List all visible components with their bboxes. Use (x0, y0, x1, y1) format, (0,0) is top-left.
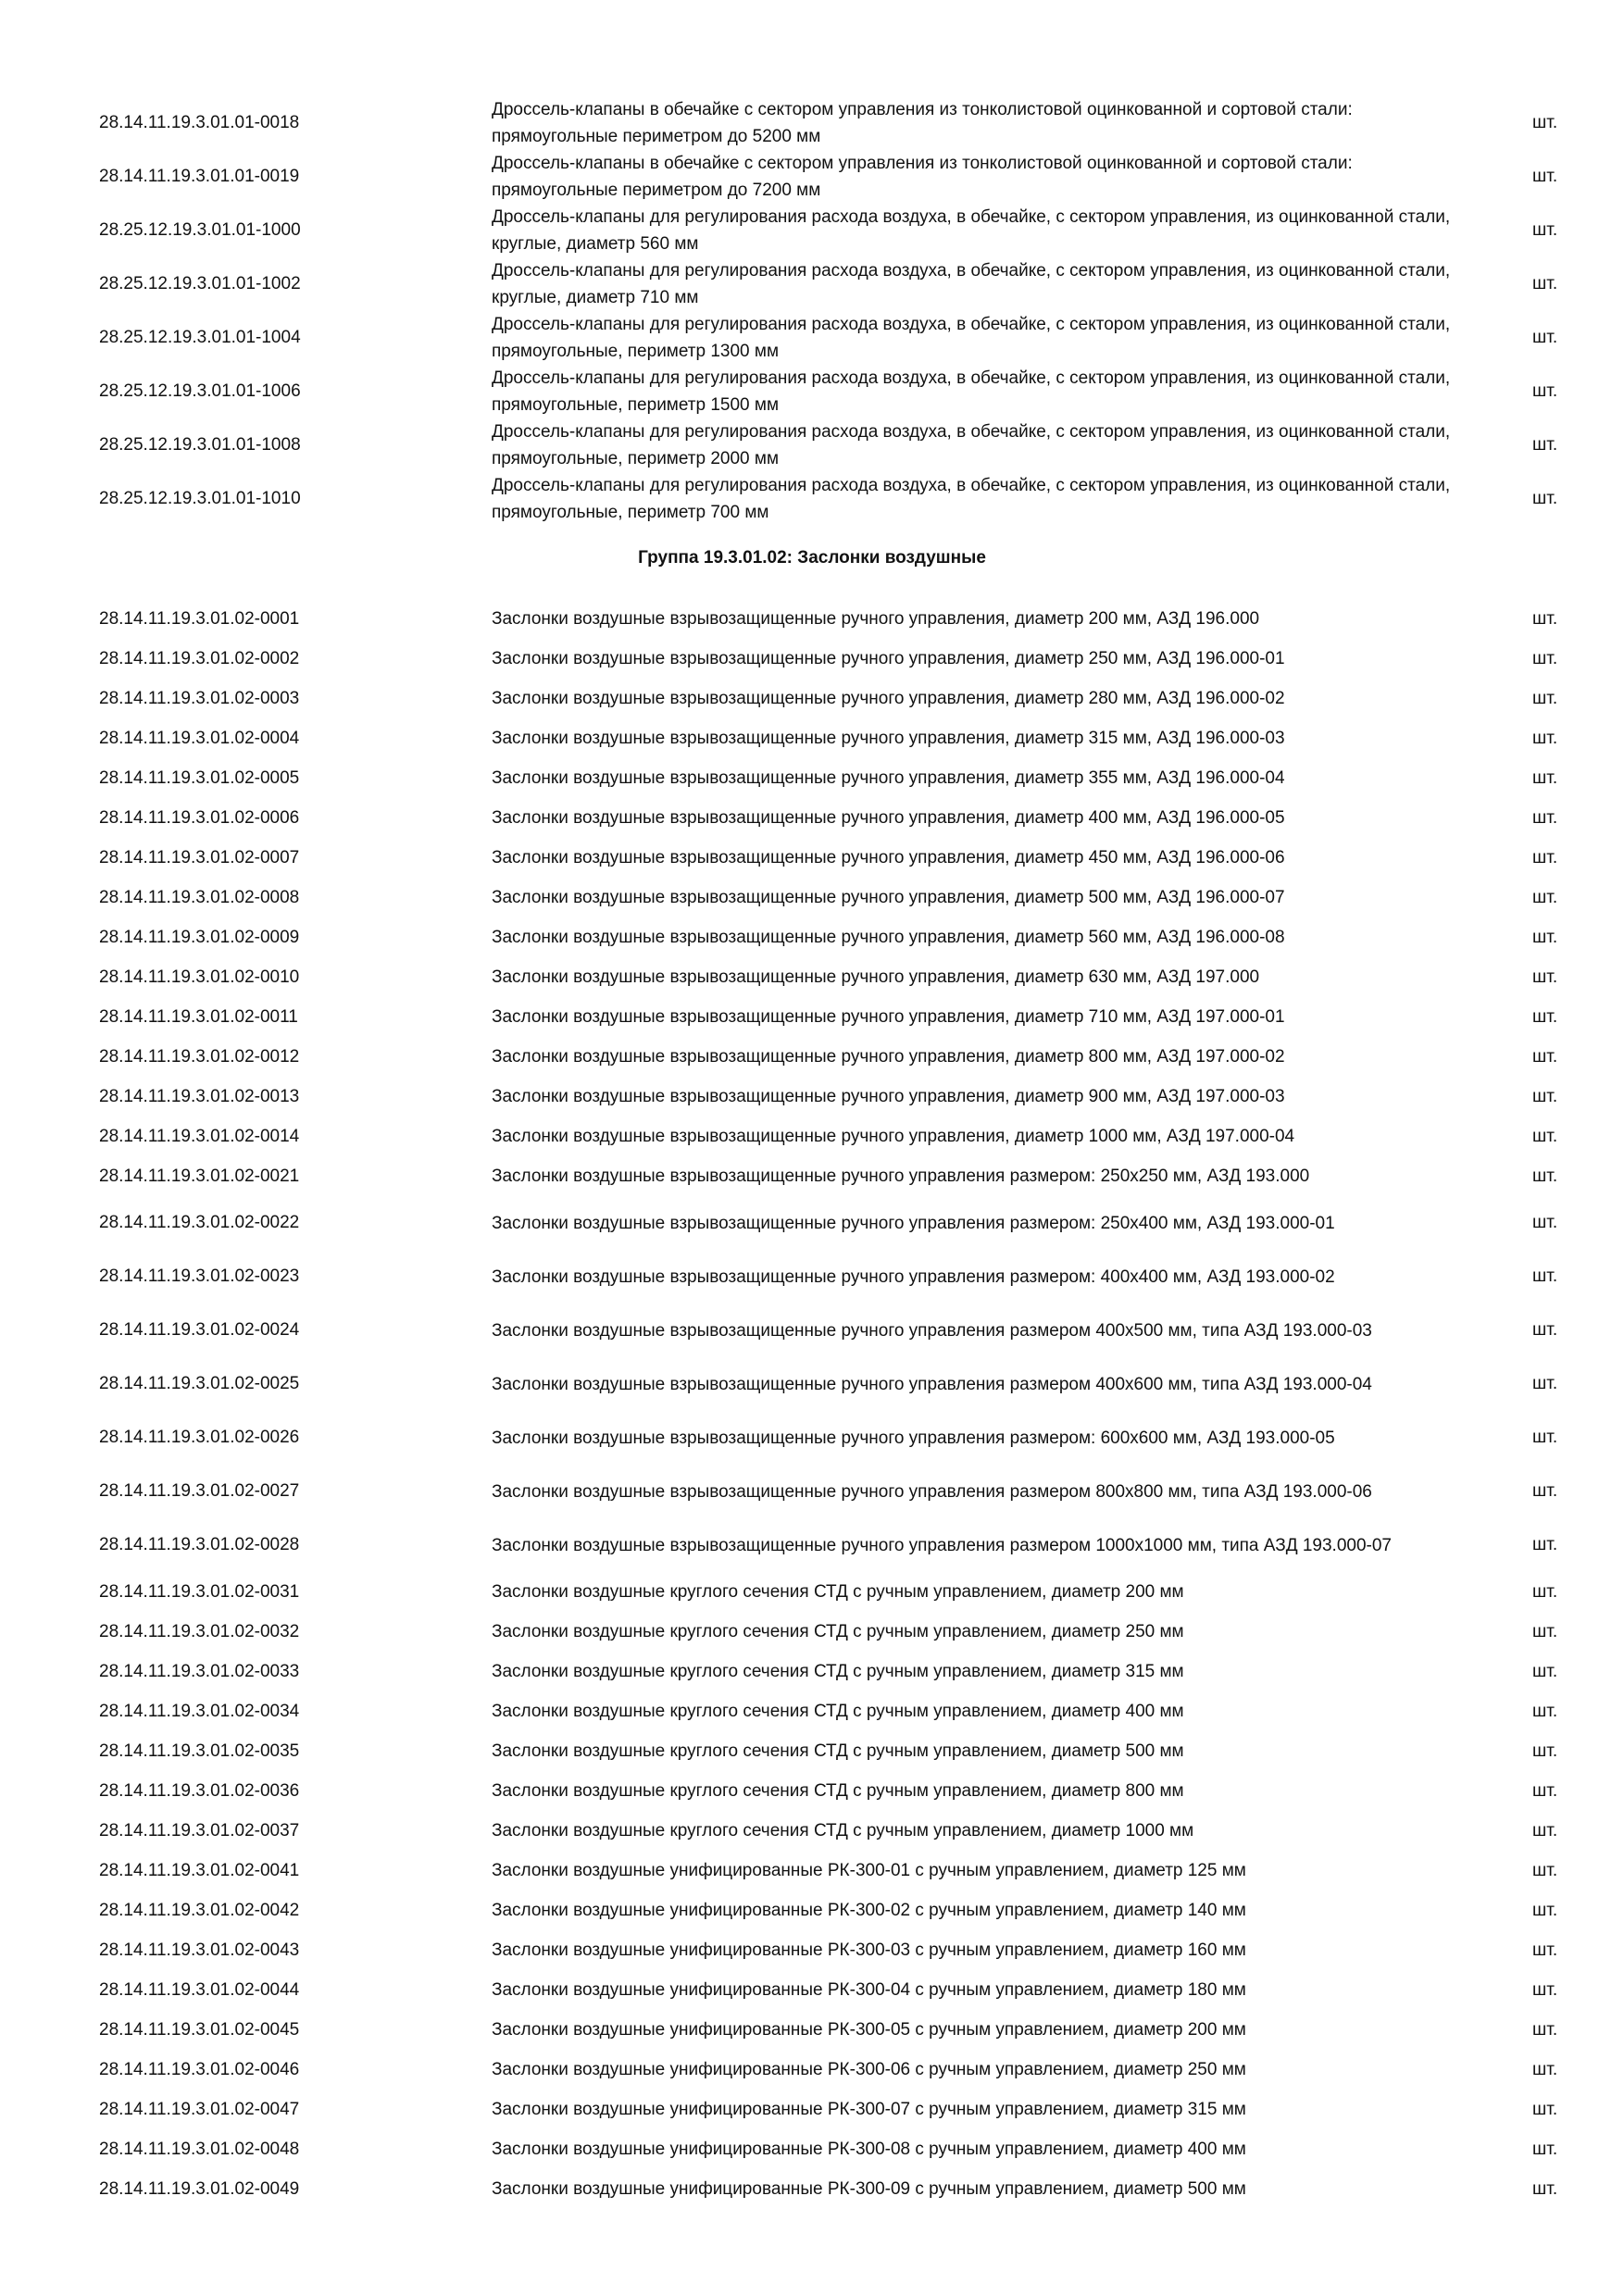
row-code: 28.14.11.19.3.01.02-0002 (99, 648, 300, 668)
row-code: 28.14.11.19.3.01.01-0019 (99, 167, 300, 186)
row-description: Дроссель-клапаны для регулирования расхода воздуха, в обечайке, с сектором управления, из оцинкованной стали, круглые, диаметр 560 мм (492, 207, 1451, 254)
row-description: Заслонки воздушные круглого сечения СТД с ручным управлением, диаметр 250 мм (492, 1622, 1184, 1641)
row-code: 28.14.11.19.3.01.02-0048 (99, 2139, 300, 2159)
row-code: 28.14.11.19.3.01.02-0008 (99, 887, 300, 907)
row-code: 28.25.12.19.3.01.01-1002 (99, 274, 301, 293)
row-unit: шт. (1532, 648, 1558, 668)
row-code: 28.14.11.19.3.01.02-0023 (99, 1267, 300, 1286)
row-code: 28.14.11.19.3.01.02-0026 (99, 1428, 300, 1447)
row-code: 28.14.11.19.3.01.02-0005 (99, 767, 300, 788)
row-unit: шт. (1532, 728, 1558, 748)
row-unit: шт. (1532, 1780, 1558, 1801)
row-code: 28.14.11.19.3.01.01-0018 (99, 113, 300, 132)
row-unit: шт. (1532, 1661, 1558, 1681)
table-row (0, 838, 1624, 878)
row-code: 28.14.11.19.3.01.02-0042 (99, 1900, 300, 1920)
row-description: Заслонки воздушные взрывозащищенные ручного управления, диаметр 630 мм, АЗД 197.000 (492, 967, 1260, 987)
row-description: Дроссель-клапаны в обечайке с сектором управления из тонколистовой оцинкованной и сортовой стали: прямоугольные периметром до 5200 мм (492, 100, 1353, 146)
row-description: Заслонки воздушные унифицированные РК-300-09 с ручным управлением, диаметр 500 мм (492, 2179, 1246, 2199)
row-unit: шт. (1532, 1581, 1558, 1602)
table-row (0, 2129, 1624, 2169)
group-title: Группа 19.3.01.02: Заслонки воздушные (638, 548, 986, 568)
row-unit: шт. (1532, 2099, 1558, 2119)
row-description: Заслонки воздушные унифицированные РК-300-05 с ручным управлением, диаметр 200 мм (492, 2020, 1246, 2040)
table-row (0, 878, 1624, 917)
row-description: Заслонки воздушные взрывозащищенные ручного управления, диаметр 500 мм, АЗД 196.000-07 (492, 888, 1285, 907)
table-row (0, 718, 1624, 758)
table-row (0, 997, 1624, 1037)
row-unit: шт. (1532, 1086, 1558, 1106)
row-code: 28.14.11.19.3.01.02-0045 (99, 2019, 300, 2040)
row-unit: шт. (1532, 1621, 1558, 1641)
row-description: Заслонки воздушные взрывозащищенные ручного управления размером: 400х400 мм, АЗД 193.000-02 (492, 1267, 1335, 1287)
table-row (0, 311, 1624, 365)
row-description: Заслонки воздушные взрывозащищенные ручного управления, диаметр 200 мм, АЗД 196.000 (492, 609, 1260, 629)
row-description: Заслонки воздушные взрывозащищенные ручного управления размером 800х800 мм, типа АЗД 193.000-06 (492, 1481, 1372, 1502)
table-row (0, 1930, 1624, 1970)
table-row (0, 957, 1624, 997)
row-unit: шт. (1532, 807, 1558, 828)
row-description: Дроссель-клапаны в обечайке с сектором управления из тонколистовой оцинкованной и сортовой стали: прямоугольные периметром до 7200 мм (492, 154, 1353, 200)
row-description: Заслонки воздушные взрывозащищенные ручного управления, диаметр 280 мм, АЗД 196.000-02 (492, 689, 1285, 708)
row-unit: шт. (1532, 1900, 1558, 1920)
table-row (0, 1691, 1624, 1731)
row-code: 28.14.11.19.3.01.02-0032 (99, 1621, 300, 1641)
table-row (0, 639, 1624, 679)
table-row (0, 1465, 1624, 1518)
table-row (0, 1612, 1624, 1652)
row-code: 28.14.11.19.3.01.02-0034 (99, 1701, 300, 1721)
table-row (0, 204, 1624, 257)
row-unit: шт. (1532, 1860, 1558, 1880)
row-description: Заслонки воздушные взрывозащищенные ручного управления, диаметр 900 мм, АЗД 197.000-03 (492, 1087, 1285, 1106)
table-row (0, 2010, 1624, 2050)
row-code: 28.14.11.19.3.01.02-0013 (99, 1086, 300, 1106)
row-description: Заслонки воздушные взрывозащищенные ручного управления, диаметр 400 мм, АЗД 196.000-05 (492, 808, 1285, 828)
row-code: 28.14.11.19.3.01.02-0031 (99, 1581, 300, 1602)
row-description: Заслонки воздушные унифицированные РК-300-04 с ручным управлением, диаметр 180 мм (492, 1980, 1246, 2000)
table-row (0, 2090, 1624, 2129)
row-unit: шт. (1532, 274, 1558, 293)
table-row (0, 418, 1624, 472)
row-description: Заслонки воздушные унифицированные РК-300-01 с ручным управлением, диаметр 125 мм (492, 1861, 1246, 1880)
row-unit: шт. (1532, 887, 1558, 907)
row-code: 28.14.11.19.3.01.02-0049 (99, 2178, 300, 2199)
row-unit: шт. (1532, 1267, 1558, 1286)
row-description: Заслонки воздушные взрывозащищенные ручного управления, диаметр 800 мм, АЗД 197.000-02 (492, 1047, 1285, 1067)
row-unit: шт. (1532, 381, 1558, 401)
row-description: Заслонки воздушные взрывозащищенные ручного управления размером 1000х1000 мм, типа АЗД 193.000-07 (492, 1535, 1392, 1555)
row-unit: шт. (1532, 2139, 1558, 2159)
table-row (0, 96, 1624, 150)
table-row (0, 599, 1624, 639)
row-description: Заслонки воздушные взрывозащищенные ручного управления, диаметр 560 мм, АЗД 196.000-08 (492, 928, 1285, 947)
table-row (0, 1196, 1624, 1250)
row-code: 28.14.11.19.3.01.02-0009 (99, 927, 300, 947)
row-code: 28.14.11.19.3.01.02-0044 (99, 1979, 300, 2000)
row-description: Заслонки воздушные унифицированные РК-300-08 с ручным управлением, диаметр 400 мм (492, 2140, 1246, 2159)
row-description: Заслонки воздушные взрывозащищенные ручного управления, диаметр 710 мм, АЗД 197.000-01 (492, 1007, 1285, 1027)
table-row (0, 150, 1624, 204)
table-row (0, 1518, 1624, 1572)
row-unit: шт. (1532, 1535, 1558, 1554)
row-description: Заслонки воздушные унифицированные РК-300-03 с ручным управлением, диаметр 160 мм (492, 1940, 1246, 1960)
row-unit: шт. (1532, 220, 1558, 240)
row-unit: шт. (1532, 2059, 1558, 2079)
row-description: Заслонки воздушные круглого сечения СТД с ручным управлением, диаметр 1000 мм (492, 1821, 1194, 1841)
row-unit: шт. (1532, 767, 1558, 788)
table-row (0, 679, 1624, 718)
row-description: Заслонки воздушные взрывозащищенные ручного управления, диаметр 450 мм, АЗД 196.000-06 (492, 848, 1285, 867)
row-description: Дроссель-клапаны для регулирования расхода воздуха, в обечайке, с сектором управления, из оцинкованной стали, прямоугольные, периметр 2000 мм (492, 422, 1451, 468)
row-code: 28.14.11.19.3.01.02-0011 (99, 1006, 298, 1027)
table-row (0, 1970, 1624, 2010)
row-code: 28.14.11.19.3.01.02-0035 (99, 1741, 300, 1761)
row-unit: шт. (1532, 1320, 1558, 1340)
table-row (0, 2050, 1624, 2090)
table-row (0, 1572, 1624, 1612)
row-description: Заслонки воздушные взрывозащищенные ручного управления, диаметр 315 мм, АЗД 196.000-03 (492, 729, 1285, 748)
table-row (0, 1731, 1624, 1771)
row-code: 28.14.11.19.3.01.02-0036 (99, 1780, 300, 1801)
row-unit: шт. (1532, 1126, 1558, 1146)
row-description: Заслонки воздушные унифицированные РК-300-06 с ручным управлением, диаметр 250 мм (492, 2060, 1246, 2079)
row-code: 28.25.12.19.3.01.01-1010 (99, 489, 301, 508)
row-description: Заслонки воздушные круглого сечения СТД с ручным управлением, диаметр 315 мм (492, 1662, 1184, 1681)
row-unit: шт. (1532, 2019, 1558, 2040)
row-unit: шт. (1532, 688, 1558, 708)
row-unit: шт. (1532, 1820, 1558, 1841)
row-description: Заслонки воздушные взрывозащищенные ручного управления размером 400х500 мм, типа АЗД 193.000-03 (492, 1320, 1372, 1341)
table-row (0, 1411, 1624, 1465)
table-row (0, 1156, 1624, 1196)
row-code: 28.14.11.19.3.01.02-0033 (99, 1661, 300, 1681)
row-unit: шт. (1532, 1166, 1558, 1186)
row-unit: шт. (1532, 927, 1558, 947)
table-row (0, 1304, 1624, 1357)
row-unit: шт. (1532, 1979, 1558, 2000)
row-description: Заслонки воздушные взрывозащищенные ручного управления, диаметр 1000 мм, АЗД 197.000-04 (492, 1127, 1295, 1146)
table-row (0, 758, 1624, 798)
table-row (0, 798, 1624, 838)
row-code: 28.14.11.19.3.01.02-0025 (99, 1374, 300, 1393)
row-description: Заслонки воздушные круглого сечения СТД с ручным управлением, диаметр 800 мм (492, 1781, 1184, 1801)
row-unit: шт. (1532, 1046, 1558, 1067)
table-row (0, 1811, 1624, 1851)
row-code: 28.14.11.19.3.01.02-0012 (99, 1046, 300, 1067)
row-code: 28.14.11.19.3.01.02-0007 (99, 847, 300, 867)
row-unit: шт. (1532, 328, 1558, 347)
row-code: 28.14.11.19.3.01.02-0010 (99, 967, 300, 987)
row-description: Заслонки воздушные взрывозащищенные ручного управления, диаметр 355 мм, АЗД 196.000-04 (492, 768, 1285, 788)
table-row (0, 1250, 1624, 1304)
row-description: Дроссель-клапаны для регулирования расхода воздуха, в обечайке, с сектором управления, из оцинкованной стали, прямоугольные, периметр 700 мм (492, 476, 1451, 522)
row-unit: шт. (1532, 1481, 1558, 1501)
row-description: Заслонки воздушные унифицированные РК-300-02 с ручным управлением, диаметр 140 мм (492, 1901, 1246, 1920)
table-row (0, 365, 1624, 418)
row-unit: шт. (1532, 113, 1558, 132)
row-unit: шт. (1532, 167, 1558, 186)
row-unit: шт. (1532, 1428, 1558, 1447)
row-description: Заслонки воздушные унифицированные РК-300-07 с ручным управлением, диаметр 315 мм (492, 2100, 1246, 2119)
row-code: 28.14.11.19.3.01.02-0043 (99, 1940, 300, 1960)
table-row (0, 1890, 1624, 1930)
row-unit: шт. (1532, 2178, 1558, 2199)
table-row (0, 1851, 1624, 1890)
table-row (0, 1117, 1624, 1156)
row-code: 28.14.11.19.3.01.02-0046 (99, 2059, 300, 2079)
row-code: 28.25.12.19.3.01.01-1004 (99, 328, 301, 347)
row-code: 28.14.11.19.3.01.02-0004 (99, 728, 300, 748)
table-row (0, 1357, 1624, 1411)
row-unit: шт. (1532, 489, 1558, 508)
row-unit: шт. (1532, 1741, 1558, 1761)
table-row (0, 917, 1624, 957)
row-code: 28.14.11.19.3.01.02-0006 (99, 807, 300, 828)
table-row (0, 2169, 1624, 2209)
row-code: 28.14.11.19.3.01.02-0041 (99, 1860, 300, 1880)
row-code: 28.14.11.19.3.01.02-0021 (99, 1166, 300, 1186)
row-code: 28.14.11.19.3.01.02-0028 (99, 1535, 300, 1554)
table-row (0, 1652, 1624, 1691)
row-unit: шт. (1532, 967, 1558, 987)
row-code: 28.14.11.19.3.01.02-0047 (99, 2099, 300, 2119)
row-code: 28.14.11.19.3.01.02-0001 (99, 608, 300, 629)
row-code: 28.25.12.19.3.01.01-1008 (99, 435, 301, 455)
row-description: Дроссель-клапаны для регулирования расхода воздуха, в обечайке, с сектором управления, из оцинкованной стали, прямоугольные, периметр 1500 мм (492, 368, 1451, 415)
row-code: 28.25.12.19.3.01.01-1000 (99, 220, 301, 240)
row-code: 28.14.11.19.3.01.02-0003 (99, 688, 300, 708)
row-unit: шт. (1532, 1701, 1558, 1721)
row-code: 28.14.11.19.3.01.02-0022 (99, 1213, 300, 1232)
row-description: Заслонки воздушные круглого сечения СТД с ручным управлением, диаметр 200 мм (492, 1582, 1184, 1602)
table-row (0, 472, 1624, 526)
row-description: Заслонки воздушные круглого сечения СТД с ручным управлением, диаметр 500 мм (492, 1741, 1184, 1761)
row-description: Заслонки воздушные взрывозащищенные ручного управления размером: 250х400 мм, АЗД 193.000-01 (492, 1213, 1335, 1233)
row-code: 28.14.11.19.3.01.02-0024 (99, 1320, 300, 1340)
row-description: Заслонки воздушные взрывозащищенные ручного управления размером 400х600 мм, типа АЗД 193.000-04 (492, 1374, 1372, 1394)
table-row (0, 1771, 1624, 1811)
row-description: Дроссель-клапаны для регулирования расхода воздуха, в обечайке, с сектором управления, из оцинкованной стали, круглые, диаметр 710 мм (492, 261, 1451, 307)
row-unit: шт. (1532, 1006, 1558, 1027)
row-unit: шт. (1532, 847, 1558, 867)
row-unit: шт. (1532, 1940, 1558, 1960)
row-code: 28.14.11.19.3.01.02-0027 (99, 1481, 300, 1501)
row-code: 28.14.11.19.3.01.02-0014 (99, 1126, 300, 1146)
row-description: Дроссель-клапаны для регулирования расхода воздуха, в обечайке, с сектором управления, из оцинкованной стали, прямоугольные, периметр 1300 мм (492, 315, 1451, 361)
row-unit: шт. (1532, 435, 1558, 455)
row-unit: шт. (1532, 1374, 1558, 1393)
row-code: 28.14.11.19.3.01.02-0037 (99, 1820, 300, 1841)
table-row (0, 257, 1624, 311)
row-description: Заслонки воздушные взрывозащищенные ручного управления размером: 250х250 мм, АЗД 193.000 (492, 1167, 1310, 1186)
row-description: Заслонки воздушные круглого сечения СТД с ручным управлением, диаметр 400 мм (492, 1702, 1184, 1721)
row-code: 28.25.12.19.3.01.01-1006 (99, 381, 301, 401)
row-unit: шт. (1532, 1213, 1558, 1232)
row-description: Заслонки воздушные взрывозащищенные ручного управления, диаметр 250 мм, АЗД 196.000-01 (492, 649, 1285, 668)
table-row (0, 1037, 1624, 1077)
row-description: Заслонки воздушные взрывозащищенные ручного управления размером: 600х600 мм, АЗД 193.000-05 (492, 1428, 1335, 1448)
row-unit: шт. (1532, 608, 1558, 629)
table-row (0, 1077, 1624, 1117)
